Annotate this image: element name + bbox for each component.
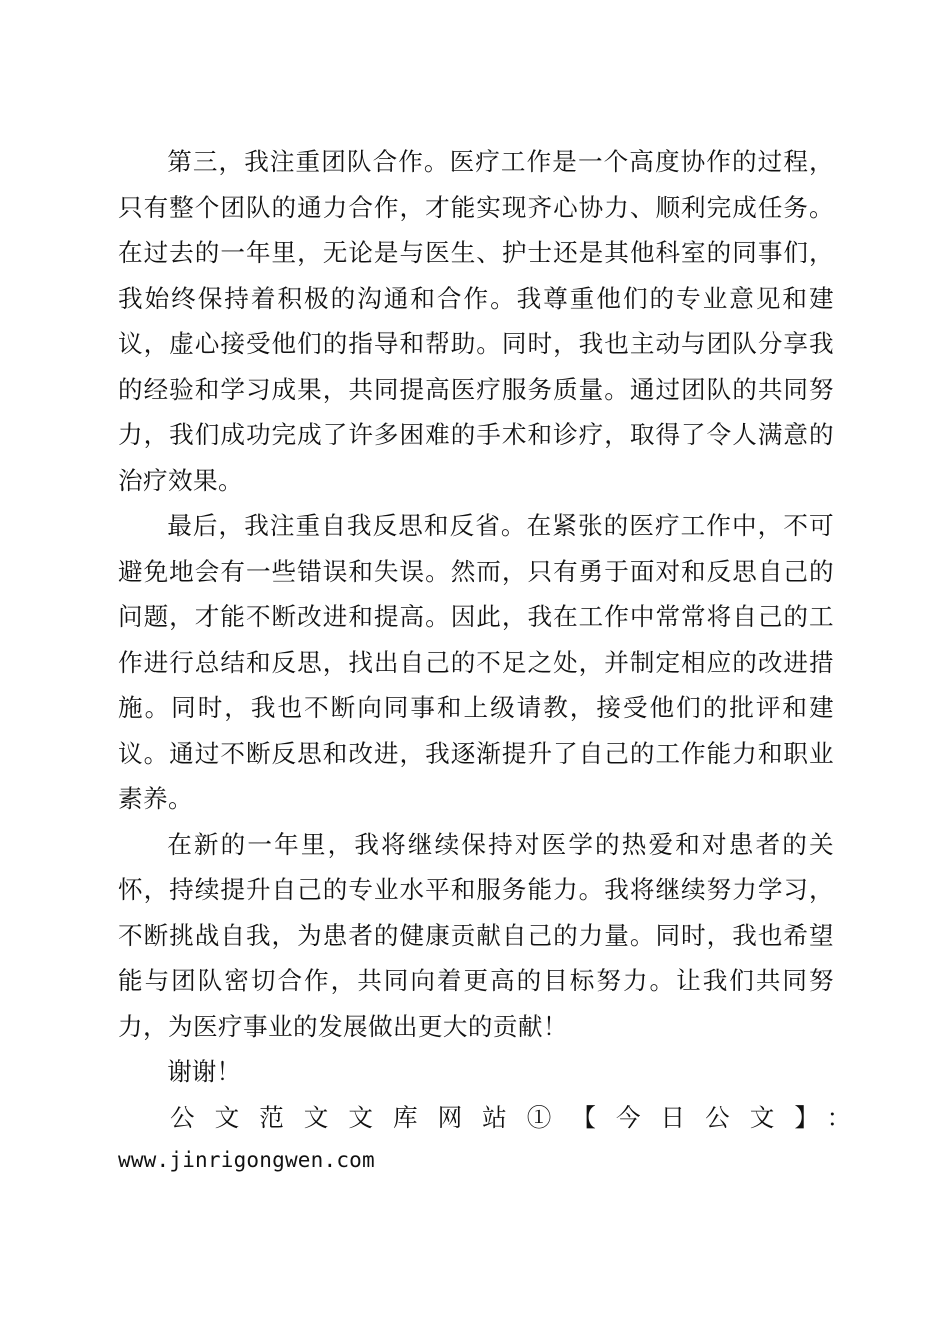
paragraph-reflection: 最后，我注重自我反思和反省。在紧张的医疗工作中，不可避免地会有一些错误和失误。然而，只有勇于面对和反思自己的问题，才能不断改进和提高。因此，我在工作中常常将自己的工作进行总结和反思，找出自己的不足之处，并制定相应的改进措施。同时，我也不断向同事和上级请教，接受他们的批评和建议。通过不断反思和改进，我逐渐提升了自己的工作能力和职业素养。: [118, 511, 834, 813]
footer-label: 公文范文文库网站①【今日公文】：: [170, 1102, 872, 1132]
paragraph-teamwork: 第三，我注重团队合作。医疗工作是一个高度协作的过程，只有整个团队的通力合作，才能实现齐心协力、顺利完成任务。在过去的一年里，无论是与医生、护士还是其他科室的同事们，我始终保持着积极的沟通和合作。我尊重他们的专业意见和建议，虚心接受他们的指导和帮助。同时，我也主动与团队分享我的经验和学习成果，共同提高医疗服务质量。通过团队的共同努力，我们成功完成了许多困难的手术和诊疗，取得了令人满意的治疗效果。: [118, 147, 834, 495]
paragraph-new-year: 在新的一年里，我将继续保持对医学的热爱和对患者的关怀，持续提升自己的专业水平和服务能力。我将继续努力学习，不断挑战自我，为患者的健康贡献自己的力量。同时，我也希望能与团队密切合作，共同向着更高的目标努力。让我们共同努力，为医疗事业的发展做出更大的贡献！: [118, 829, 834, 1041]
signoff-text: 谢谢！: [167, 1057, 241, 1086]
footer-label-line: [118, 1095, 872, 1141]
footer-url: www.jinrigongwen.com: [118, 1148, 375, 1172]
document-page: [118, 139, 872, 1180]
